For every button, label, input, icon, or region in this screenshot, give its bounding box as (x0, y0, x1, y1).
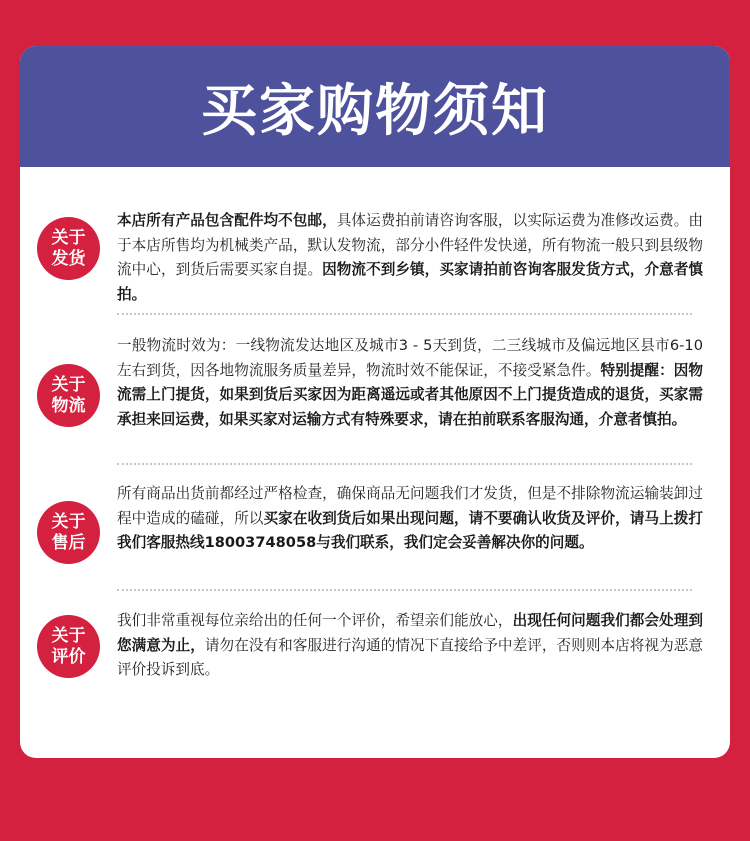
section-divider (117, 589, 692, 591)
logistics-text (117, 334, 703, 432)
text-segment: 请勿在没有和客服进行沟通的情况下直接给予中差评，否则则本店将视为恶意评价投诉到底。 (117, 636, 703, 678)
badge-reviews (37, 615, 100, 678)
badge-label-top: 关于 (51, 374, 86, 395)
text-segment: 买家在收到货后如果出现问题，请不要确认收货及评价，请马上拨打我们客服热线18003748058与我们联系，我们定会妥善解决你的问题。 (117, 509, 703, 551)
text-segment: 具体运费拍前请咨询客服，以实际运费为准修改运费。由于本店所售均为机械类产品，默认发物流，部分小件轻件发快递，所有物流一般只到县级物流中心，到货后需要买家自提。 (117, 212, 703, 278)
badge-label-top: 关于 (51, 511, 86, 532)
section-divider (117, 313, 692, 315)
text-segment: 我们非常重视每位亲给出的任何一个评价，希望亲们能放心， (117, 612, 513, 629)
shipping-text (117, 209, 703, 307)
title-banner (20, 46, 730, 167)
badge-label-bottom: 售后 (51, 532, 86, 553)
text-segment: 特别提醒：因物流需上门提货，如果到货后买家因为距离遥远或者其他原因不上门提货造成的退货，买家需承担来回运费，如果买家对运输方式有特殊要求，请在拍前联系客服沟通，介意者慎拍。 (117, 361, 703, 428)
badge-label-bottom: 评价 (51, 646, 86, 667)
badge-after-sales (37, 501, 100, 564)
badge-label-top: 关于 (51, 625, 86, 646)
badge-logistics (37, 364, 100, 427)
text-segment: 一般物流时效为：一线物流发达地区及城市3 - 5天到货，二三线城市及偏远地区县市6-10左右到货，因各地物流服务质量差异，物流时效不能保证，不接受紧急件。 (117, 337, 703, 379)
reviews-text (117, 609, 703, 683)
badge-label-bottom: 物流 (51, 395, 86, 416)
text-segment: 因物流不到乡镇，买家请拍前咨询客服发货方式，介意者慎拍。 (117, 261, 703, 303)
notice-card (20, 46, 730, 758)
badge-label-bottom: 发货 (51, 248, 86, 269)
badge-label-top: 关于 (51, 227, 86, 248)
text-segment: 本店所有产品包含配件均不包邮， (117, 212, 337, 229)
text-segment: 出现任何问题我们都会处理到您满意为止， (117, 612, 703, 654)
section-divider (117, 463, 692, 465)
text-segment: 所有商品出货前都经过严格检查，确保商品无问题我们才发货，但是不排除物流运输装卸过程中造成的磕碰，所以 (117, 485, 703, 527)
badge-shipping (37, 217, 100, 280)
after-sales-text (117, 482, 703, 556)
page-title: 买家购物须知 (201, 78, 549, 144)
